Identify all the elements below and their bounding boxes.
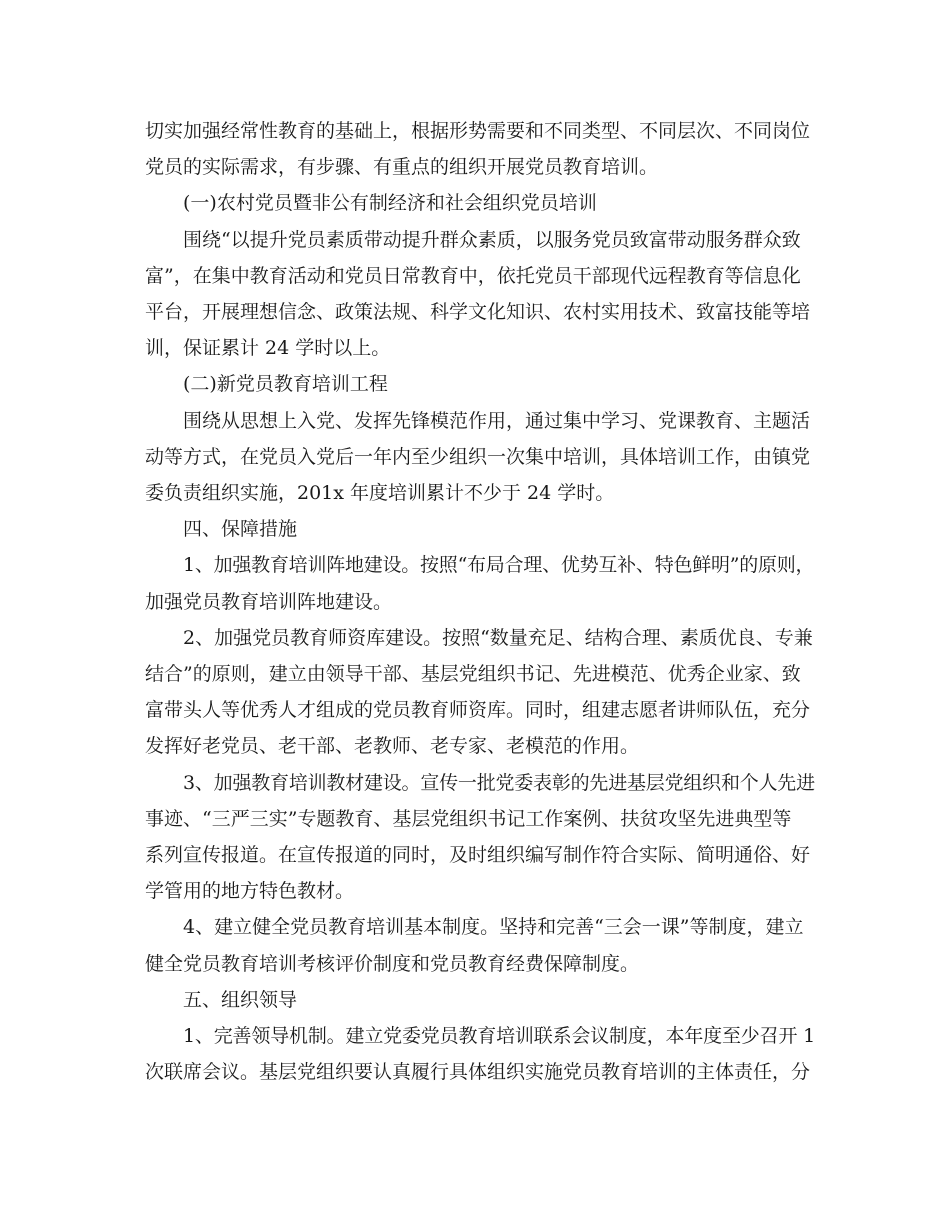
paragraph bbox=[145, 1018, 815, 1090]
paragraph bbox=[145, 909, 815, 981]
paragraph bbox=[145, 366, 815, 402]
text-line: 加强党员教育培训阵地建设。 bbox=[145, 590, 393, 613]
text-line: 动等方式，在党员入党后一年内至少组织一次集中培训，具体培训工作，由镇党 bbox=[145, 445, 811, 468]
text-line: 次联席会议。基层党组织要认真履行具体组织实施党员教育培训的主体责任，分 bbox=[145, 1061, 811, 1084]
text-line: 训，保证累计 24 学时以上。 bbox=[145, 337, 391, 360]
text-line: 系列宣传报道。在宣传报道的同时，及时组织编写制作符合实际、简明通俗、好 bbox=[145, 844, 811, 867]
text-line: 发挥好老党员、老干部、老教师、老专家、老模范的作用。 bbox=[145, 735, 640, 758]
document-body bbox=[145, 113, 815, 1090]
text-line: 党员的实际需求，有步骤、有重点的组织开展党员教育培训。 bbox=[145, 156, 659, 179]
text-line: 健全党员教育培训考核评价制度和党员教育经费保障制度。 bbox=[145, 952, 640, 975]
text-line: 平台，开展理想信念、政策法规、科学文化知识、农村实用技术、致富技能等培 bbox=[145, 301, 811, 324]
text-line: 学管用的地方特色教材。 bbox=[145, 880, 355, 903]
text-line: 4、建立健全党员教育培训基本制度。坚持和完善“三会一课”等制度，建立 bbox=[183, 916, 804, 939]
paragraph bbox=[145, 765, 815, 910]
paragraph bbox=[145, 511, 815, 547]
paragraph bbox=[145, 222, 815, 367]
paragraph bbox=[145, 185, 815, 221]
text-line: 富带头人等优秀人才组成的党员教育师资库。同时，组建志愿者讲师队伍，充分 bbox=[145, 699, 811, 722]
text-line: 五、组织领导 bbox=[183, 988, 298, 1011]
paragraph bbox=[145, 982, 815, 1018]
text-line: 1、完善领导机制。建立党委党员教育培训联系会议制度，本年度至少召开 1 bbox=[183, 1025, 816, 1048]
text-line: 四、保障措施 bbox=[183, 518, 298, 541]
text-line: 结合”的原则，建立由领导干部、基层党组织书记、先进模范、优秀企业家、致 bbox=[145, 663, 801, 686]
text-line: 委负责组织实施，201x 年度培训累计不少于 24 学时。 bbox=[145, 482, 615, 505]
text-line: (二)新党员教育培训工程 bbox=[183, 373, 388, 396]
text-line: 富”，在集中教育活动和党员日常教育中，依托党员干部现代远程教育等信息化 bbox=[145, 264, 801, 287]
text-line: (一)农村党员暨非公有制经济和社会组织党员培训 bbox=[183, 192, 597, 215]
paragraph bbox=[145, 547, 815, 619]
text-line: 围绕“以提升党员素质带动提升群众素质，以服务党员致富带动服务群众致 bbox=[183, 228, 801, 251]
text-line: 2、加强党员教育师资库建设。按照“数量充足、结构合理、素质优良、专兼 bbox=[183, 626, 813, 649]
text-line: 围绕从思想上入党、发挥先锋模范作用，通过集中学习、党课教育、主题活 bbox=[183, 409, 811, 432]
paragraph bbox=[145, 620, 815, 765]
text-line: 切实加强经常性教育的基础上，根据形势需要和不同类型、不同层次、不同岗位 bbox=[145, 120, 811, 142]
paragraph bbox=[145, 403, 815, 512]
text-line: 3、加强教育培训教材建设。宣传一批党委表彰的先进基层党组织和个人先进 bbox=[183, 771, 815, 794]
text-line: 1、加强教育培训阵地建设。按照“布局合理、优势互补、特色鲜明”的原则， bbox=[183, 554, 815, 577]
text-line: 事迹、“三严三实”专题教育、基层党组织书记工作案例、扶贫攻坚先进典型等 bbox=[145, 807, 792, 830]
paragraph bbox=[145, 113, 815, 185]
